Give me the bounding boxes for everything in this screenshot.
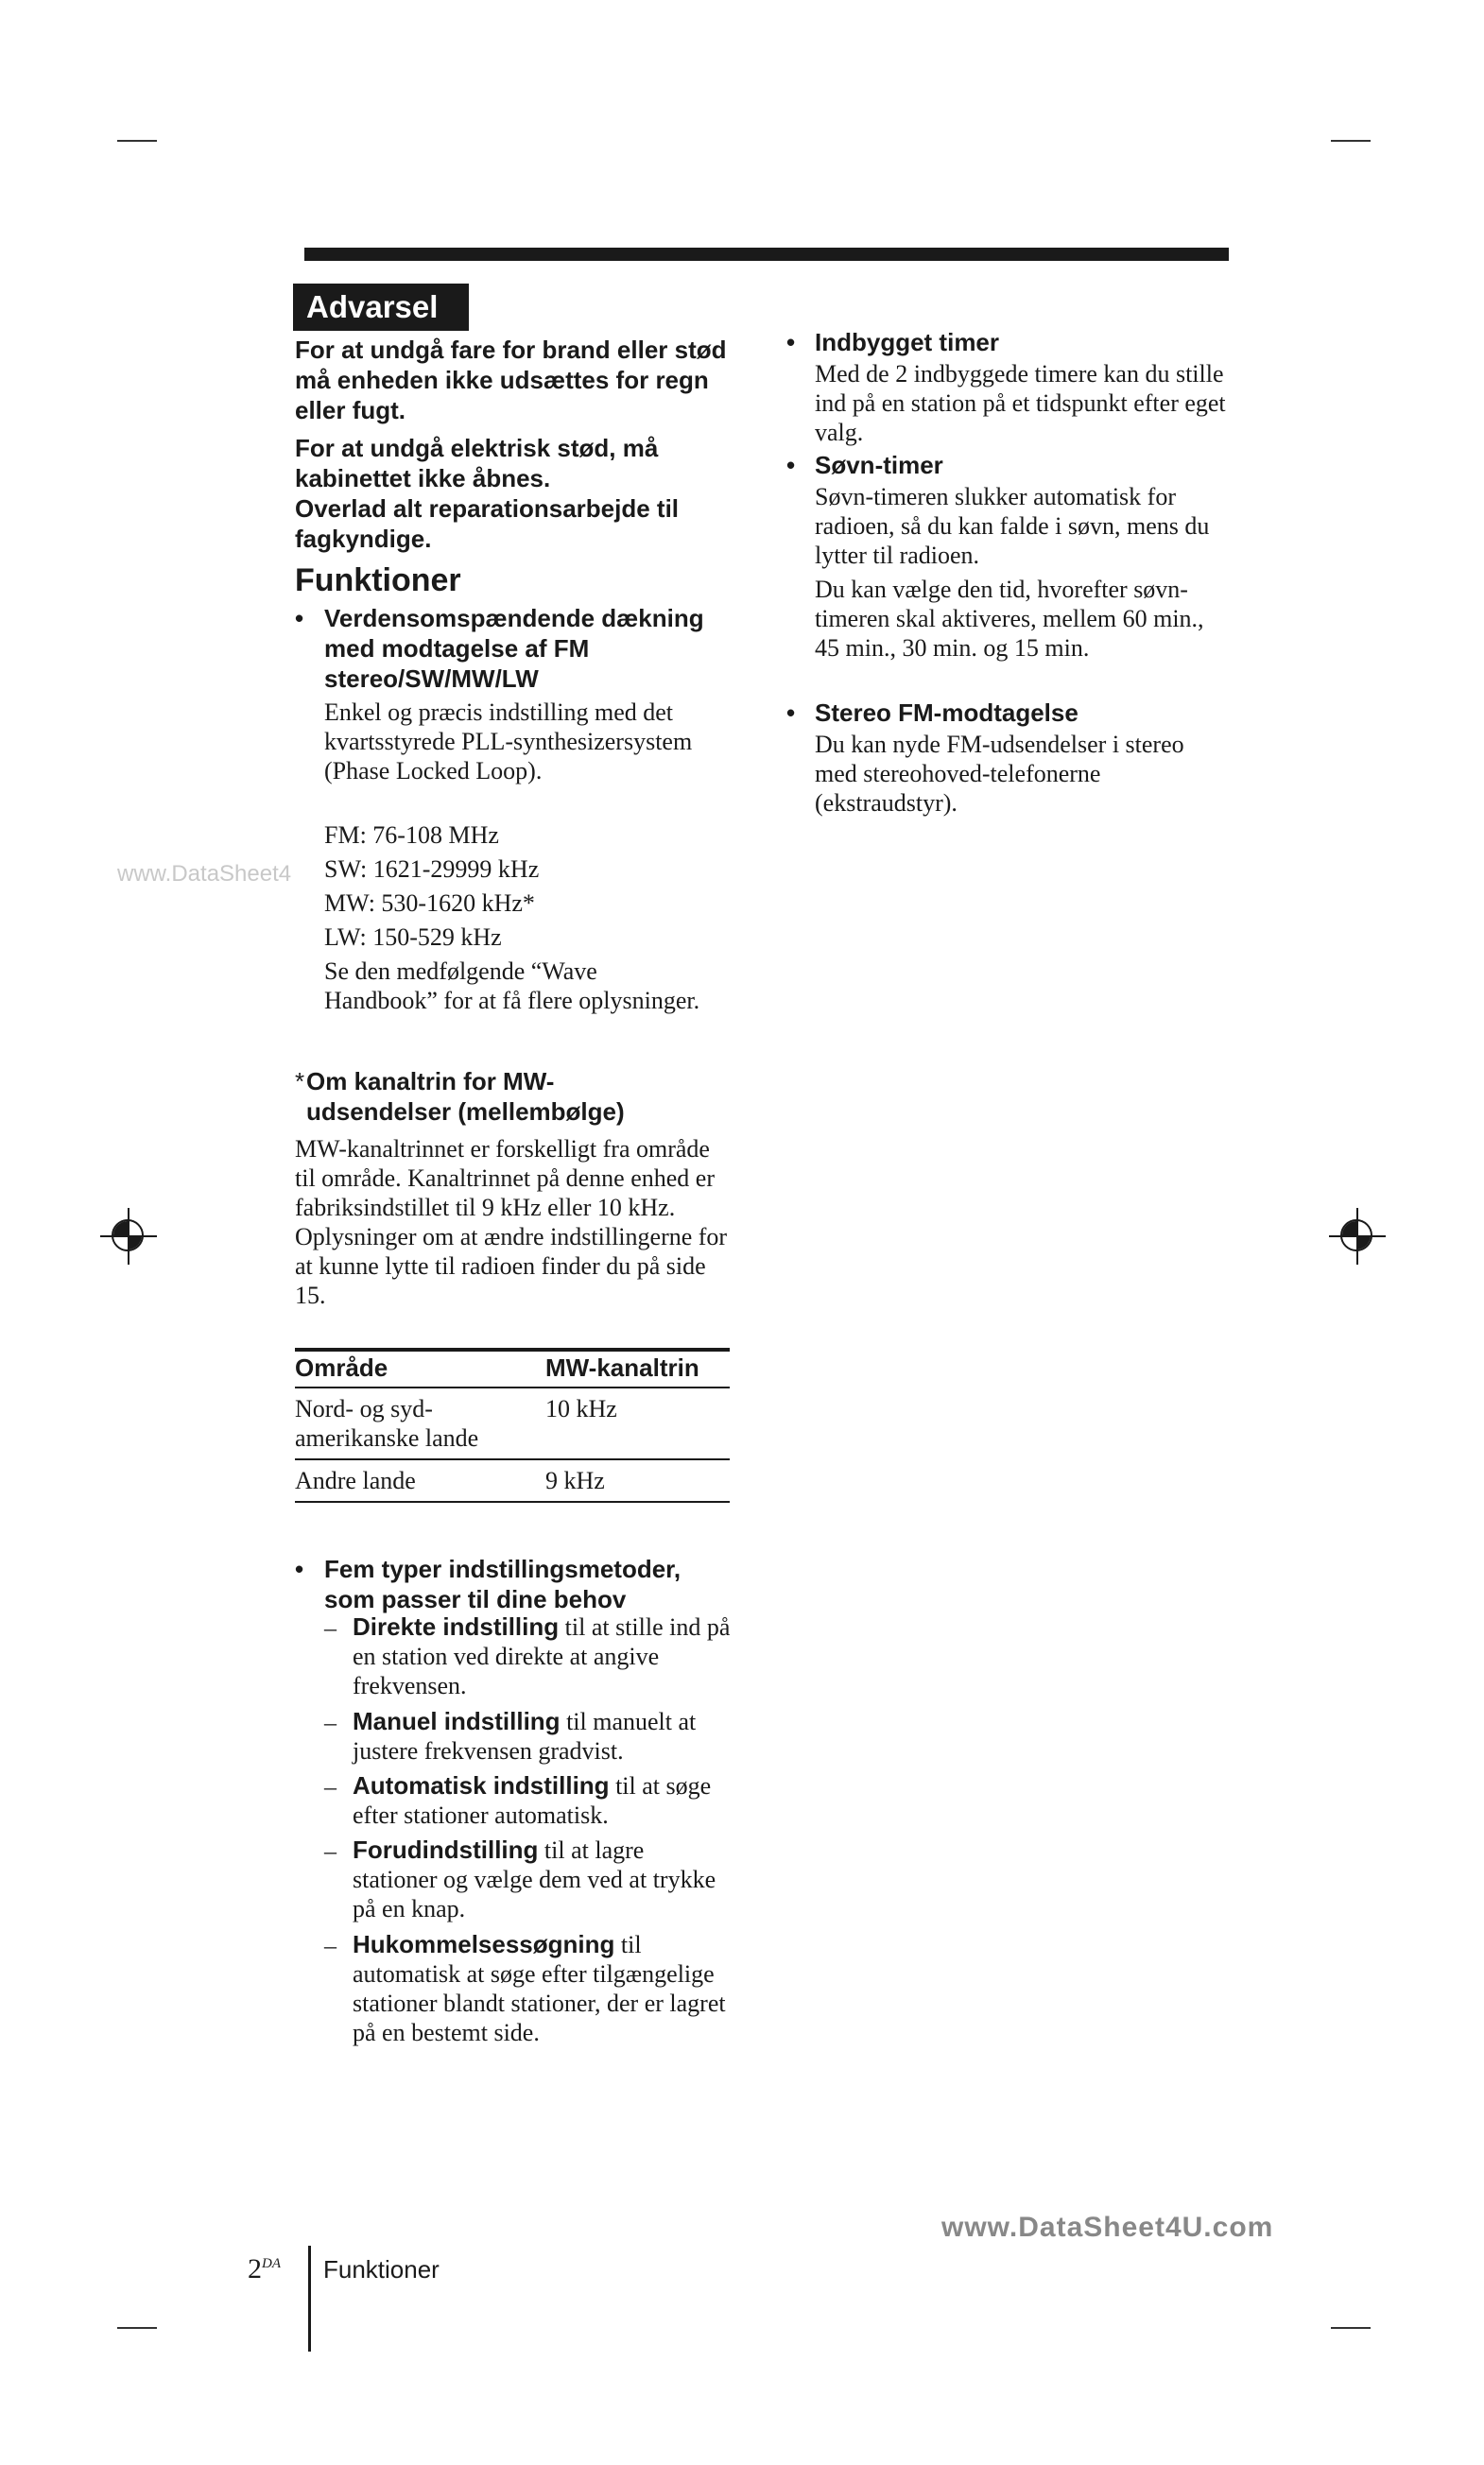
method-desc: til manuelt at justere frekvensen gradvist. [353, 1708, 697, 1765]
page-number [248, 2253, 281, 2285]
method-name: Manuel indstilling [353, 1707, 561, 1735]
feature-text-stereo-fm: Du kan nyde FM-udsendelser i stereo med stereohoved-telefonerne (ekstraudstyr). [815, 731, 1184, 817]
feature-note-handbook: Se den medfølgende “Wave Handbook” for at få flere oplysninger. [324, 957, 700, 1014]
method-desc: til at stille ind på en station ved direkte at angive frekvensen. [353, 1613, 731, 1699]
mw-note-asterisk: * [295, 1067, 305, 1095]
registration-mark-right-icon [1340, 1219, 1372, 1251]
table-header-area: Område [295, 1350, 545, 1388]
feature-title-timer: Indbygget timer [815, 328, 1000, 356]
band-mw: MW: 530-1620 kHz* [324, 889, 535, 917]
dash-icon: – [324, 1709, 336, 1736]
warning-text-fire: For at undgå fare for brand eller stød må enheden ikke udsættes for regn eller fugt. [295, 336, 727, 424]
table-cell-area: Andre lande [295, 1459, 545, 1502]
registration-mark-left-icon [112, 1219, 144, 1251]
bullet-icon: • [786, 451, 796, 479]
band-sw: SW: 1621-29999 kHz [324, 855, 540, 883]
mw-note-text: MW-kanaltrinnet er forskelligt fra område til område. Kanaltrinnet på denne enhed er fabriksindstillet til 9 kHz eller 10 kHz. Oplysninger om at ændre indstillingerne for at kunne lytte til radioen finder du på side 15. [295, 1135, 728, 1309]
table-cell-step: 10 kHz [545, 1388, 730, 1459]
footer-section-name: Funktioner [323, 2255, 440, 2284]
dash-icon: – [324, 1837, 336, 1865]
footer-divider [308, 2246, 311, 2352]
method-manual [353, 1707, 731, 1766]
crop-mark-bottom-right [1331, 2327, 1371, 2329]
dash-icon: – [324, 1773, 336, 1801]
warning-text-service: Overlad alt reparationsarbejde til fagkyndige. [295, 494, 680, 553]
crop-mark-top-right [1331, 140, 1371, 142]
feature-title-worldwide: Verdensomspændende dækning med modtagelse af FM stereo/SW/MW/LW [324, 604, 704, 693]
warning-text-shock: For at undgå elektrisk stød, må kabinettet ikke åbnes. [295, 434, 659, 492]
table-row [295, 1459, 730, 1502]
band-fm: FM: 76-108 MHz [324, 821, 499, 849]
feature-text-pll: Enkel og præcis indstilling med det kvartsstyrede PLL-synthesizersystem (Phase Locked Loop). [324, 698, 693, 784]
watermark-left: www.DataSheet4 [117, 861, 292, 887]
bullet-icon: • [786, 328, 796, 356]
method-name: Forudindstilling [353, 1836, 539, 1864]
page-number-suffix: DA [262, 2256, 281, 2271]
method-name: Hukommelsessøgning [353, 1930, 615, 1958]
feature-title-stereo-fm: Stereo FM-modtagelse [815, 698, 1078, 727]
method-desc: til automatisk at søge efter tilgængelige stationer blandt stationer, der er lagret på en bestemt side. [353, 1931, 726, 2046]
bullet-icon: • [295, 1555, 304, 1583]
table-header-step: MW-kanaltrin [545, 1350, 730, 1388]
dash-icon: – [324, 1614, 336, 1642]
method-direct [353, 1612, 731, 1700]
table-cell-step: 9 kHz [545, 1459, 730, 1502]
crop-mark-bottom-left [117, 2327, 157, 2329]
feature-text-sleep-1: Søvn-timeren slukker automatisk for radioen, så du kan falde i søvn, mens du lytter til radioen. [815, 483, 1210, 569]
feature-text-sleep-2: Du kan vælge den tid, hvorefter søvn-timeren skal aktiveres, mellem 60 min., 45 min., 30 min. og 15 min. [815, 576, 1204, 662]
warning-label: Advarsel [293, 284, 469, 331]
table-cell-area: Nord- og syd-amerikanske lande [295, 1388, 545, 1459]
mw-step-table [295, 1348, 730, 1503]
mw-note-title: Om kanaltrin for MW-udsendelser (mellembølge) [306, 1067, 625, 1126]
watermark-bottom: www.DataSheet4U.com [941, 2212, 1274, 2243]
method-name: Direkte indstilling [353, 1612, 560, 1641]
table-row [295, 1388, 730, 1459]
header-rule [304, 248, 1229, 261]
method-preset [353, 1836, 731, 1923]
section-heading: Funktioner [295, 562, 461, 598]
method-auto [353, 1771, 731, 1830]
table-header-row [295, 1350, 730, 1388]
dash-icon: – [324, 1932, 336, 1959]
method-name: Automatisk indstilling [353, 1771, 610, 1800]
method-desc: til at søge efter stationer automatisk. [353, 1772, 712, 1829]
feature-title-tuning-methods: Fem typer indstillingsmetoder, som passer til dine behov [324, 1555, 682, 1613]
page-number-value: 2 [248, 2253, 262, 2284]
method-memory-scan [353, 1930, 731, 2047]
method-desc: til at lagre stationer og vælge dem ved at trykke på en knap. [353, 1836, 716, 1922]
feature-title-sleep-timer: Søvn-timer [815, 451, 943, 479]
bullet-icon: • [295, 604, 304, 632]
crop-mark-top-left [117, 140, 157, 142]
feature-text-timer: Med de 2 indbyggede timere kan du stille ind på en station på et tidspunkt efter eget valg. [815, 360, 1226, 446]
band-lw: LW: 150-529 kHz [324, 923, 502, 951]
bullet-icon: • [786, 698, 796, 727]
